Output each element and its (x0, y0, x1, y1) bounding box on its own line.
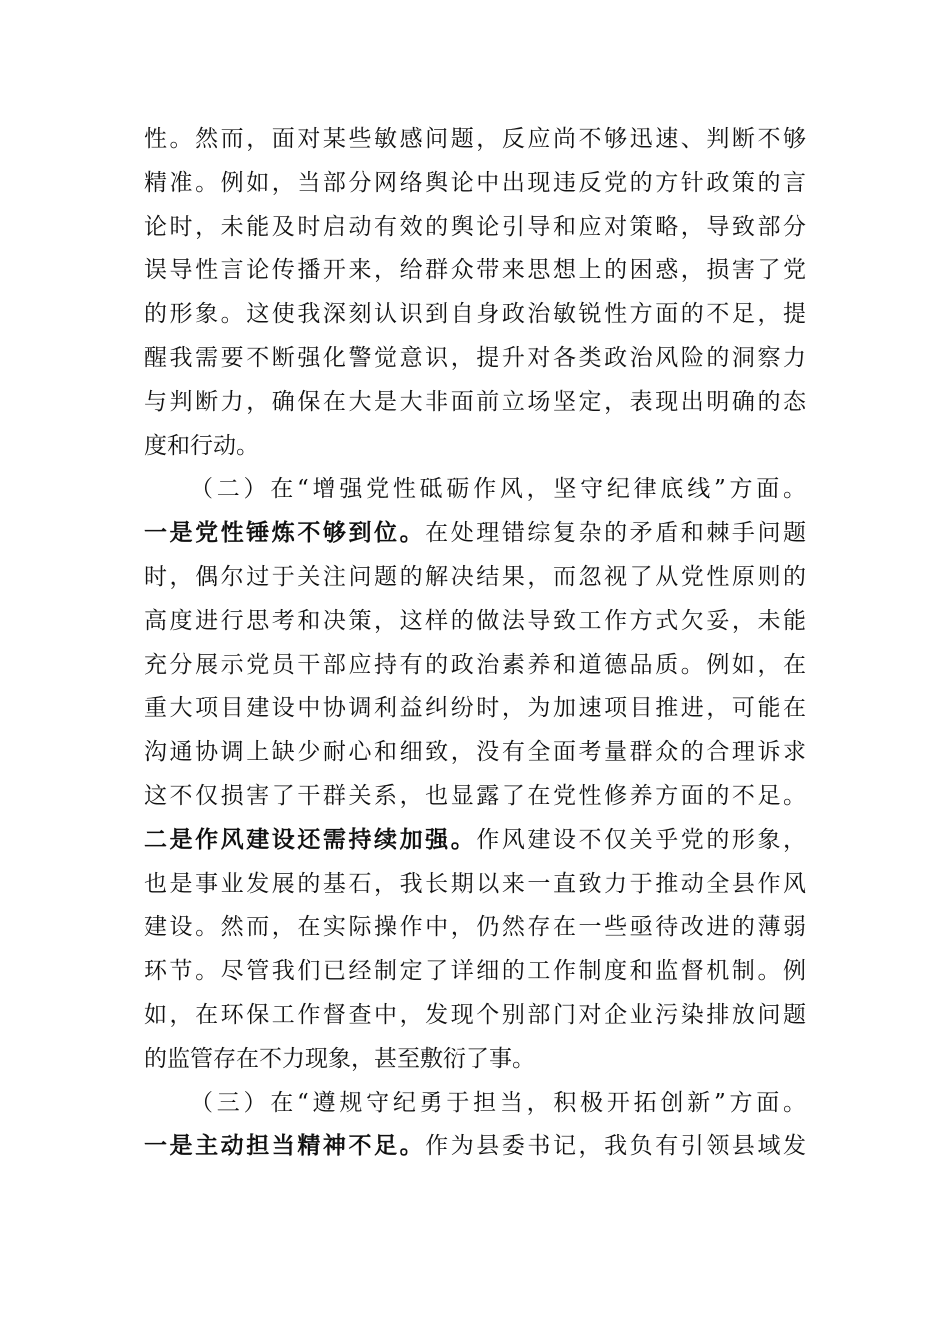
paragraph-line: 醒我需要不断强化警觉意识，提升对各类政治风险的洞察力 (144, 344, 806, 371)
paragraph-line: 时，偶尔过于关注问题的解决结果，而忽视了从党性原则的 (144, 563, 806, 590)
paragraph-line: 性。然而，面对某些敏感问题，反应尚不够迅速、判断不够 (144, 126, 806, 152)
paragraph-line: 重大项目建设中协调利益纠纷时，为加速项目推进，可能在 (144, 695, 806, 722)
paragraph-line: 误导性言论传播开来，给群众带来思想上的困惑，损害了党 (144, 257, 806, 284)
paragraph-line (144, 819, 806, 863)
section-heading-3: （三）在“遵规守纪勇于担当，积极开拓创新”方面。 (190, 1089, 806, 1116)
paragraph-line: 的监管存在不力现象，甚至敷衍了事。 (144, 1045, 535, 1072)
paragraph-line: 的形象。这使我深刻认识到自身政治敏锐性方面的不足，提 (144, 301, 806, 328)
point-text: 作风建设不仅关乎党的形象， (476, 826, 806, 853)
point-lead: 一是主动担当精神不足。 (144, 1133, 426, 1160)
paragraph-line: 也是事业发展的基石，我长期以来一直致力于推动全县作风 (144, 870, 806, 897)
paragraph-line: 如，在环保工作督查中，发现个别部门对企业污染排放问题 (144, 1001, 806, 1028)
paragraph-line: 建设。然而，在实际操作中，仍然存在一些亟待改进的薄弱 (144, 914, 806, 941)
point-lead: 一是党性锤炼不够到位。 (144, 520, 426, 547)
paragraph-line (144, 512, 806, 556)
paragraph-line: 论时，未能及时启动有效的舆论引导和应对策略，导致部分 (144, 213, 806, 240)
point-lead: 二是作风建设还需持续加强。 (144, 826, 477, 853)
paragraph-line: 沟通协调上缺少耐心和细致，没有全面考量群众的合理诉求 (144, 739, 806, 766)
paragraph-line: 精准。例如，当部分网络舆论中出现违反党的方针政策的言 (144, 169, 806, 196)
paragraph-line (144, 1125, 806, 1169)
paragraph-line: 度和行动。 (144, 432, 259, 459)
paragraph-line: 充分展示党员干部应持有的政治素养和道德品质。例如，在 (144, 651, 806, 678)
point-text: 作为县委书记，我负有引领县域发 (425, 1133, 806, 1160)
section-heading-2: （二）在“增强党性砥砺作风，坚守纪律底线”方面。 (190, 476, 806, 503)
paragraph-line: 高度进行思考和决策，这样的做法导致工作方式欠妥，未能 (144, 607, 806, 634)
paragraph-line: 这不仅损害了干群关系，也显露了在党性修养方面的不足。 (144, 782, 806, 809)
point-text: 在处理错综复杂的矛盾和棘手问题 (425, 520, 806, 547)
paragraph-line: 环节。尽管我们已经制定了详细的工作制度和监督机制。例 (144, 958, 806, 985)
paragraph-line: 与判断力，确保在大是大非面前立场坚定，表现出明确的态 (144, 388, 806, 415)
document-body (144, 118, 806, 1169)
